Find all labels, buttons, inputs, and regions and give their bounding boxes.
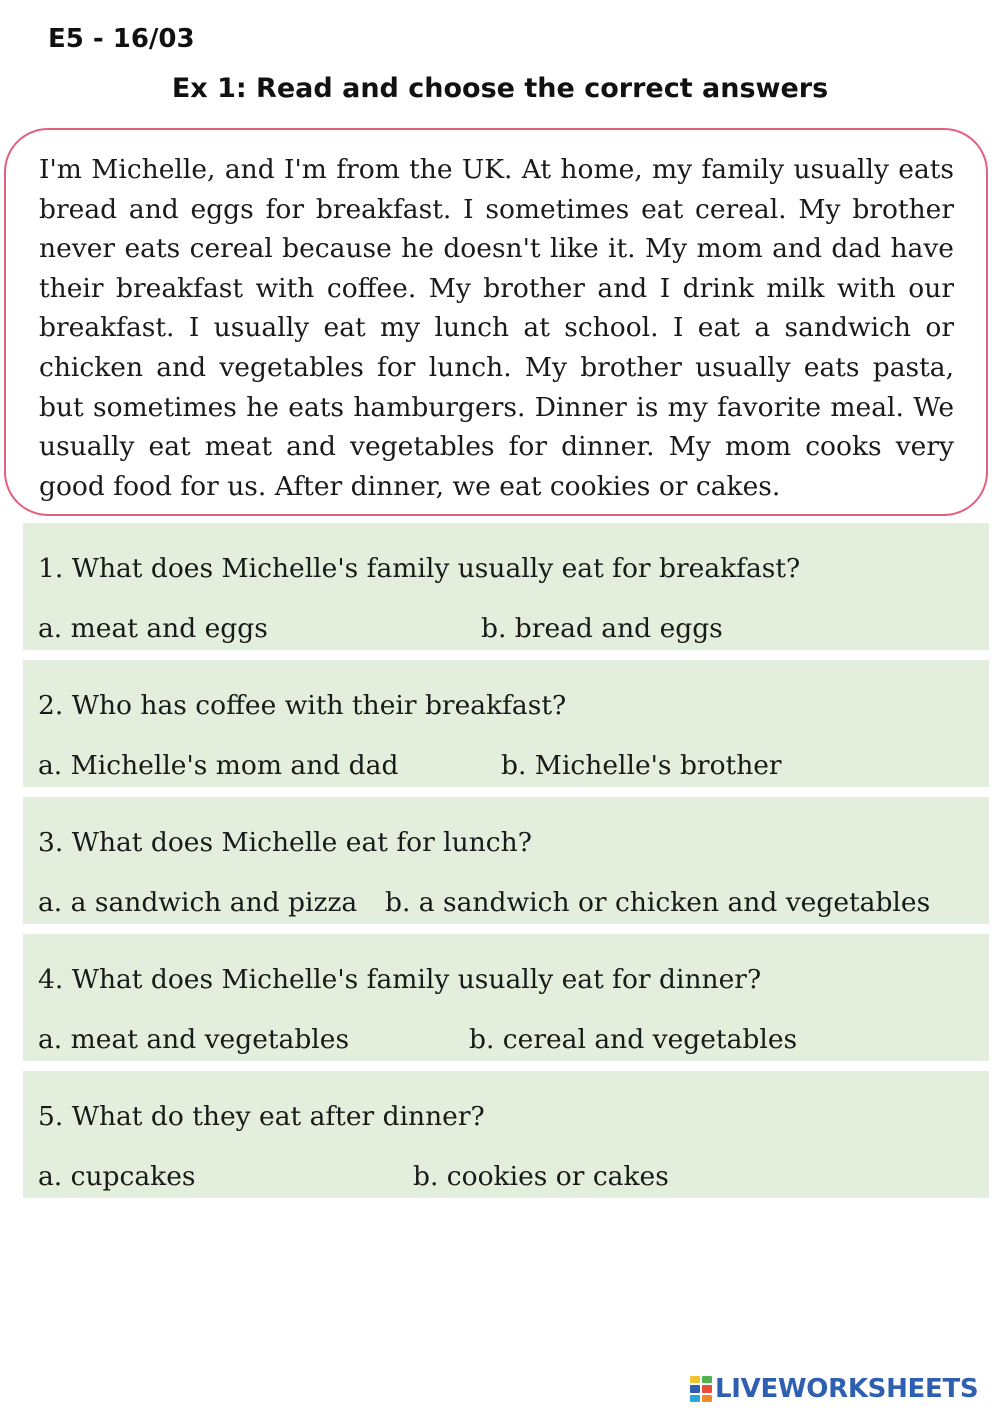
passage-text: I'm Michelle, and I'm from the UK. At home, my family usually eats bread and eggs for breakfast. I sometimes eat cereal. My brother never eats cereal because he doesn't like it. My mom and dad have their breakfast with coffee. My brother and I drink milk with our breakfast. I usually eat my lunch at school. I eat a sandwich or chicken and vegetables for lunch. My brother usually eats pasta, but sometimes he eats hamburgers. Dinner is my favorite meal. We usually eat meat and vegetables for dinner. My mom cooks very good food for us. After dinner, we eat cookies or cakes. (39, 154, 954, 502)
question-1 (23, 523, 989, 650)
question-4 (23, 934, 989, 1061)
exercise-title: Ex 1: Read and choose the correct answers (171, 73, 829, 104)
question-text: 2. Who has coffee with their breakfast? (38, 690, 567, 721)
question-text: 4. What does Michelle's family usually eat for dinner? (38, 964, 762, 995)
logo-icon (690, 1376, 712, 1402)
worksheet-code: E5 - 16/03 (48, 24, 195, 54)
option-a[interactable]: a. meat and vegetables (38, 1024, 350, 1055)
question-3 (23, 797, 989, 924)
option-a[interactable]: a. cupcakes (38, 1161, 196, 1192)
option-b[interactable]: b. a sandwich or chicken and vegetables (385, 887, 931, 918)
option-b[interactable]: b. cereal and vegetables (469, 1024, 798, 1055)
option-a[interactable]: a. Michelle's mom and dad (38, 750, 399, 781)
option-b[interactable]: b. cookies or cakes (413, 1161, 669, 1192)
question-2 (23, 660, 989, 787)
option-a[interactable]: a. a sandwich and pizza (38, 887, 358, 918)
option-a[interactable]: a. meat and eggs (38, 613, 268, 644)
liveworksheets-logo (690, 1373, 978, 1405)
logo-text: LIVEWORKSHEETS (715, 1374, 979, 1404)
question-text: 1. What does Michelle's family usually eat for breakfast? (38, 553, 801, 584)
reading-passage (4, 128, 988, 516)
question-text: 5. What do they eat after dinner? (38, 1101, 485, 1132)
option-b[interactable]: b. Michelle's brother (501, 750, 782, 781)
option-b[interactable]: b. bread and eggs (481, 613, 723, 644)
question-text: 3. What does Michelle eat for lunch? (38, 827, 532, 858)
question-5 (23, 1071, 989, 1198)
